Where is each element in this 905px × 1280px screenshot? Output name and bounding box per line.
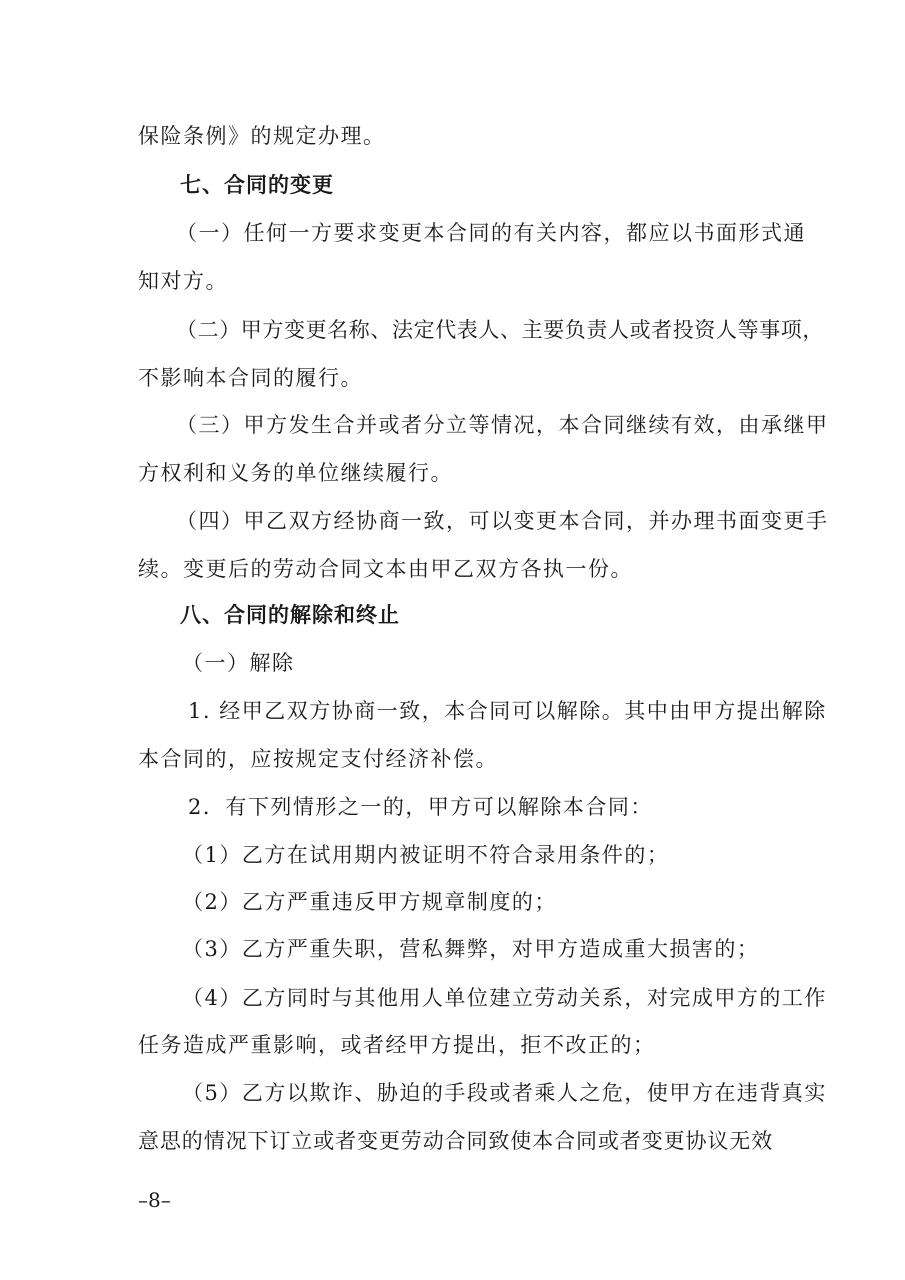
condition-5-line-1: （5）乙方以欺诈、胁迫的手段或者乘人之危，使甲方在违背真实 [182, 1081, 827, 1105]
section-heading-8: 八、合同的解除和终止 [180, 603, 400, 627]
body-text-line: 保险条例》的规定办理。 [138, 124, 386, 148]
subsection-heading-termination: （一）解除 [182, 651, 295, 675]
clause-1-line-2: 知对方。 [138, 269, 228, 293]
condition-4-line-2: 任务造成严重影响，或者经甲方提出，拒不改正的； [138, 1033, 656, 1057]
item-1-line-1: 1. 经甲乙双方协商一致，本合同可以解除。其中由甲方提出解除 [188, 699, 827, 723]
clause-4-line-2: 续。变更后的劳动合同文本由甲乙双方各执一份。 [138, 557, 633, 581]
section-heading-7: 七、合同的变更 [180, 173, 334, 197]
condition-3: （3）乙方严重失职，营私舞弊，对甲方造成重大损害的； [182, 937, 760, 961]
condition-1: （1）乙方在试用期内被证明不符合录用条件的； [182, 843, 670, 867]
condition-5-line-2: 意思的情况下订立或者变更劳动合同致使本合同或者变更协议无效 [138, 1129, 774, 1153]
clause-3-line-2: 方权利和义务的单位继续履行。 [138, 461, 453, 485]
item-1-line-2: 本合同的，应按规定支付经济补偿。 [138, 747, 498, 771]
item-2-line: 2．有下列情形之一的，甲方可以解除本合同： [188, 795, 653, 819]
clause-2-line-1: （二）甲方变更名称、法定代表人、主要负责人或者投资人等事项， [176, 318, 824, 342]
page-number: –8– [138, 1188, 171, 1212]
condition-4-line-1: （4）乙方同时与其他用人单位建立劳动关系，对完成甲方的工作 [182, 986, 827, 1010]
condition-2: （2）乙方严重违反甲方规章制度的； [182, 890, 557, 914]
clause-4-line-1: （四）甲乙双方经协商一致，可以变更本合同，并办理书面变更手 [176, 509, 829, 533]
clause-2-line-2: 不影响本合同的履行。 [138, 366, 363, 390]
clause-3-line-1: （三）甲方发生合并或者分立等情况，本合同继续有效，由承继甲 [176, 413, 829, 437]
clause-1-line-1: （一）任何一方要求变更本合同的有关内容，都应以书面形式通 [176, 221, 806, 245]
